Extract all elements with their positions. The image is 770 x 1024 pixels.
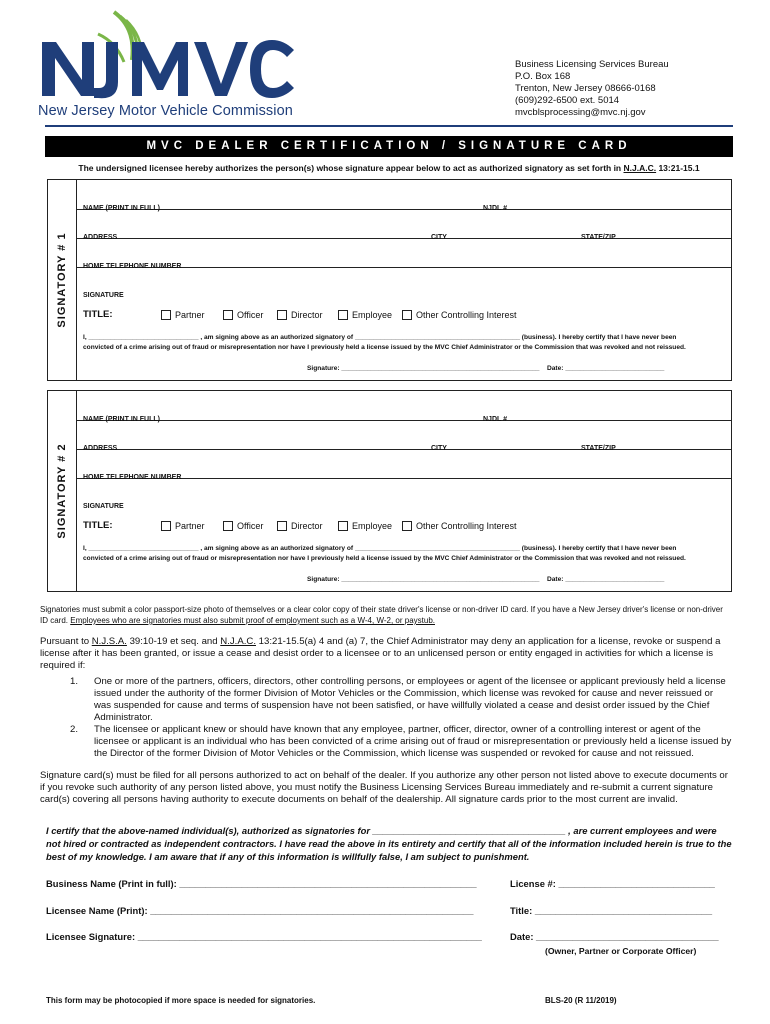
header-rule [45,125,733,127]
photocopy-note: This form may be photocopied if more space is needed for signatories. [46,996,316,1005]
subtitle-text: The undersigned licensee hereby authorizes the person(s) whose signature appear below to act as authorized signatory as set forth in [78,163,624,173]
signatory-2-signature-line[interactable]: Signature: ______________________________________________________ [307,576,540,583]
contact-line: P.O. Box 168 [515,71,571,82]
signatory-1-block [47,179,732,381]
signatory-2-address-row[interactable] [77,421,731,450]
other-controlling-interest-checkbox[interactable]: Other Controlling Interest [402,520,517,531]
certification-statement: I certify that the above-named individual(s), authorized as signatories for _____________________________________ , are current employees and were not hired or contracted as independent contractors. I have read the above in its entirety and certify that all of the information included herein is true to the best of my knowledge. I am aware that if any of this information is willfully false, I am subject to punishment. [46,825,732,862]
director-checkbox[interactable]: Director [277,520,323,531]
condition-text: One or more of the partners, officers, directors, other controlling persons, or employees or agent of the licensee or applicant previously held a license issued under the authority of the former Division of Motor Vehicles or the Commission, which license was revoked for cause and never reissued or was suspended for cause and terms of suspension have not been satisfied, or have willfully violated a cease and desist order issued by the Chief Administrator. [94,676,726,723]
employee-checkbox[interactable]: Employee [338,520,392,531]
njmvc-logo [36,8,298,124]
signatory-2-side [48,391,76,591]
signature-label: SIGNATURE [83,503,124,510]
business-name-field[interactable]: Business Name (Print in full): _________________________________________________________ [46,878,477,889]
city-label: CITY [431,445,447,452]
signatory-1-phone-row[interactable] [77,239,731,268]
address-label: ADDRESS [83,445,118,452]
subtitle-citation: N.J.A.C. [623,163,657,173]
signatory-1-signature-row[interactable] [77,268,731,298]
signatory-2-certification-text: I, ______________________________ , am signing above as an authorized signatory of _____________________________________________ (business). I hereby certify that I have never been convicted of a crime arising out of fraud or misrepresentation nor have I previously held a license issued by the MVC Chief Administrator or the Commission that was revoked and not reissued. [83,545,686,562]
address-label: ADDRESS [83,234,118,241]
signatory-2-phone-row[interactable] [77,450,731,479]
condition-text: The licensee or applicant knew or should have known that any employee, partner, officer, director, owner of a controlling interest or agent of the licensee or applicant is an individual who has been convicted of a crime arising out of fraud or misrepresentation or previously held a license issued by the Director of the former Division of Motor Vehicles or the Commission, which license was suspended or revoked for cause and not reissued. [94,724,732,759]
officer-checkbox[interactable]: Officer [223,520,263,531]
contact-line: (609)292-6500 ext. 5014 [515,95,620,106]
signatory-1-address-row[interactable] [77,210,731,239]
subtitle-tail: 13:21-15.1 [656,163,700,173]
signatory-1-side [48,180,76,380]
njdl-label: NJDL # [483,205,507,212]
signatory-1-signature-line[interactable]: Signature: ______________________________________________________ [307,365,540,372]
signature-label: SIGNATURE [83,292,124,299]
signatory-2-label: SIGNATORY # 2 [56,443,68,539]
other-controlling-interest-checkbox[interactable]: Other Controlling Interest [402,309,517,320]
licensee-date-field[interactable]: Date: ___________________________________ [510,931,719,942]
licensee-title-field[interactable]: Title: __________________________________ [510,905,713,916]
contact-email: mvcblsprocessing@mvc.nj.gov [515,107,646,118]
signatory-2-block [47,390,732,592]
form-subtitle [45,163,733,173]
njdl-label: NJDL # [483,416,507,423]
condition-number: 1. [70,676,79,687]
signatory-1-certification-text: I, ______________________________ , am signing above as an authorized signatory of _____________________________________________ (business). I hereby certify that I have never been convicted of a crime arising out of fraud or misrepresentation nor have I previously held a license issued by the MVC Chief Administrator or the Commission that was revoked and not reissued. [83,334,686,351]
signatory-1-date-line[interactable]: Date: ___________________________ [547,365,665,372]
employee-checkbox[interactable]: Employee [338,309,392,320]
contact-line: Trenton, New Jersey 08666-0168 [515,83,656,94]
form-title: MVC DEALER CERTIFICATION / SIGNATURE CARD [45,136,733,157]
form-id: BLS-20 (R 11/2019) [545,996,617,1005]
condition-number: 2. [70,724,79,735]
license-number-field[interactable]: License #: ______________________________ [510,878,715,889]
home-phone-label: HOME TELEPHONE NUMBER [83,474,182,481]
director-checkbox[interactable]: Director [277,309,323,320]
njmvc-logo-mark [36,8,298,103]
condition-item [40,676,732,724]
signatory-2-name-row[interactable] [77,391,731,421]
photo-requirement-note [40,604,732,626]
owner-note: (Owner, Partner or Corporate Officer) [545,946,697,956]
state-zip-label: STATE/ZIP [581,234,616,241]
partner-checkbox[interactable]: Partner [161,520,205,531]
njsa-citation: N.J.S.A. [91,636,127,647]
njac-citation: N.J.A.C. [220,636,256,647]
home-phone-label: HOME TELEPHONE NUMBER [83,263,182,270]
signatory-1-label: SIGNATORY # 1 [56,232,68,328]
photo-note-text: Signatories must submit a color passport-size photo of themselves or a clear color copy of their state driver's license or non-driver ID card. If you have a New Jersey driver's license or non-driver ID card. [40,605,723,625]
licensee-signature-field[interactable]: Licensee Signature: __________________________________________________________________ [46,931,482,942]
title-label: TITLE: [83,520,113,531]
name-label: NAME (PRINT IN FULL) [83,416,160,423]
pursuant-paragraph: Pursuant to N.J.S.A. 39:10-19 et seq. and N.J.A.C. 13:21-15.5(a) 4 and (a) 7, the Chief Administrator may deny an application for a license, revoke or suspend a license after it has been granted, or issue a cease and desist order to a licensee or to an unlicensed person or entity engaged in activities for which a license is required if: [40,636,721,671]
officer-checkbox[interactable]: Officer [223,309,263,320]
signatory-2-date-line[interactable]: Date: ___________________________ [547,576,665,583]
logo-tagline: New Jersey Motor Vehicle Commission [38,103,293,119]
photo-note-employees: Employees who are signatories must also submit proof of employment such as a W-4, W-2, or paystub. [70,616,435,625]
signatory-2-signature-row[interactable] [77,479,731,509]
title-label: TITLE: [83,309,113,320]
signatory-1-name-row[interactable] [77,180,731,210]
contact-line: Business Licensing Services Bureau [515,59,669,70]
conditions-list [40,676,732,760]
condition-item [40,724,732,760]
city-label: CITY [431,234,447,241]
name-label: NAME (PRINT IN FULL) [83,205,160,212]
filing-paragraph: Signature card(s) must be filed for all persons authorized to act on behalf of the dealer. If you authorize any other person not listed above to execute documents or if you revoke such authority of any person listed above, you must notify the Business Licensing Services Bureau immediately and re-submit a current signature card(s) covering all persons having authority to execute documents on behalf of the dealership. All signature cards prior to the most current are invalid. [40,770,728,805]
contact-block [515,59,669,119]
state-zip-label: STATE/ZIP [581,445,616,452]
licensee-name-field[interactable]: Licensee Name (Print): ______________________________________________________________ [46,905,474,916]
partner-checkbox[interactable]: Partner [161,309,205,320]
